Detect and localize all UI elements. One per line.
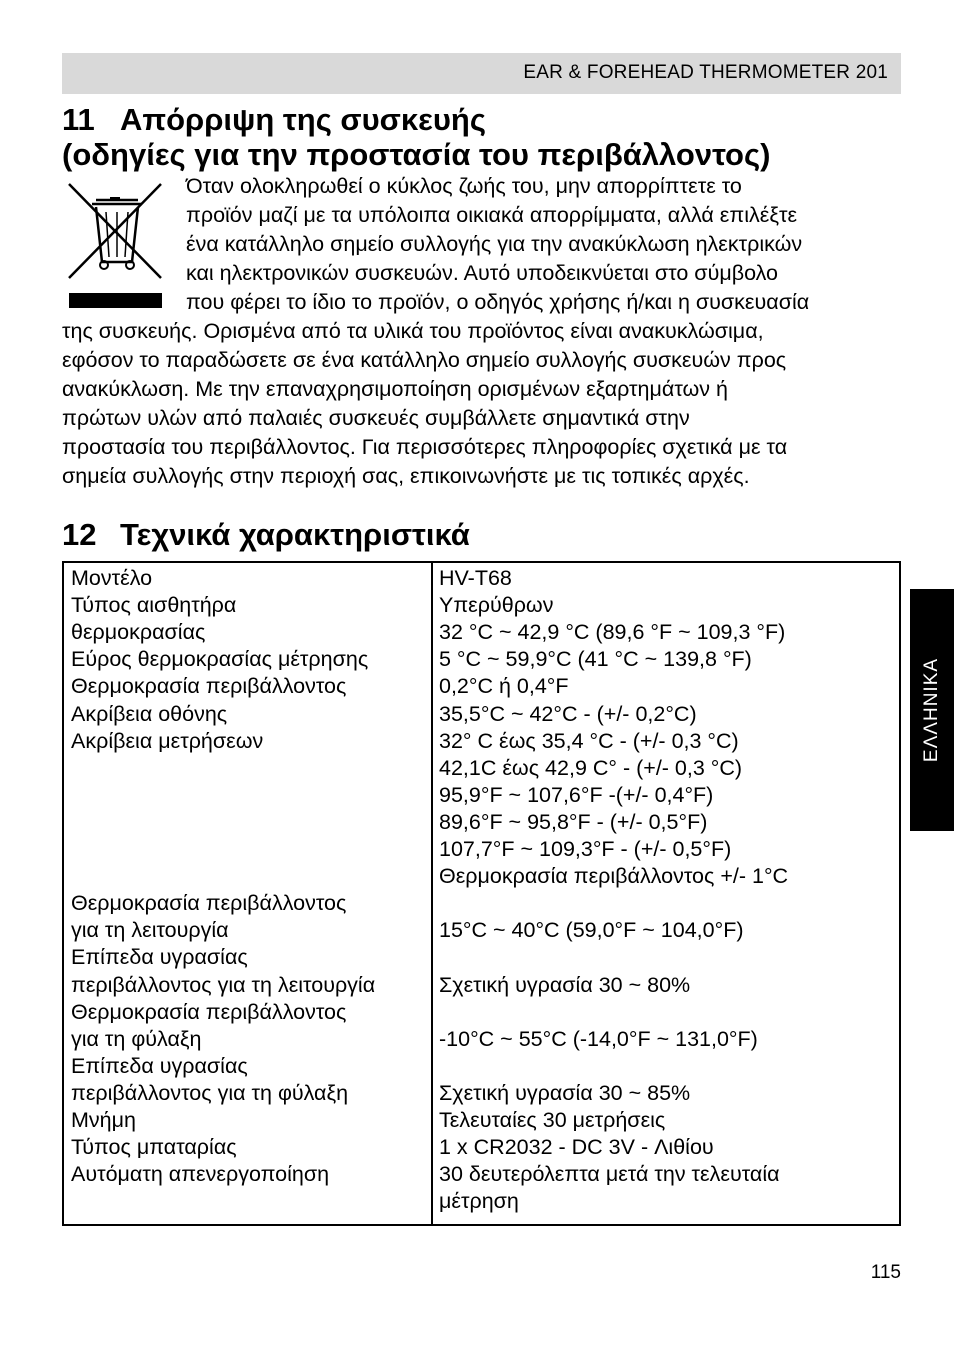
- spec-label: Θερμοκρασία περιβάλλοντος: [71, 891, 347, 916]
- spec-table: [62, 561, 901, 1226]
- section-12-number: 12: [62, 517, 97, 552]
- spec-value: HV-T68: [439, 566, 512, 590]
- spec-label: για τη φύλαξη: [71, 1026, 202, 1051]
- section-12-heading: [62, 516, 470, 553]
- spec-table-divider: [431, 563, 433, 1224]
- spec-value: Τελευταίες 30 μετρήσεις: [439, 1108, 666, 1132]
- spec-label: περιβάλλοντος για τη φύλαξη: [71, 1080, 349, 1105]
- paragraph-line: προϊόν μαζί με τα υπόλοιπα οικιακά απορρίμματα, αλλά επιλέξτε: [186, 203, 798, 227]
- spec-value: 15°C ~ 40°C (59,0°F ~ 104,0°F): [439, 918, 744, 943]
- spec-label: για τη λειτουργία: [71, 918, 229, 943]
- spec-value: Θερμοκρασία περιβάλλοντος +/- 1°C: [439, 864, 789, 889]
- spec-value: 95,9°F ~ 107,6°F -(+/- 0,4°F): [439, 782, 714, 807]
- spec-label: Τύπος μπαταρίας: [71, 1135, 237, 1160]
- spec-value: Σχετική υγρασία 30 ~ 85%: [439, 1080, 691, 1105]
- spec-label: Τύπος αισθητήρα: [71, 593, 237, 618]
- spec-label: Ακρίβεια μετρήσεων: [71, 728, 264, 753]
- spec-label: Ακρίβεια οθόνης: [71, 701, 228, 726]
- spec-value: 0,2°C ή 0,4°F: [439, 674, 569, 699]
- spec-value: 32 °C ~ 42,9 °C (89,6 °F ~ 109,3 °F): [439, 620, 786, 645]
- crossed-out-wheelie-bin-icon: [64, 180, 164, 310]
- spec-value: 107,7°F ~ 109,3°F - (+/- 0,5°F): [439, 837, 732, 861]
- language-tab: [910, 589, 954, 831]
- paragraph-line: της συσκευής. Ορισμένα από τα υλικά του προϊόντος είναι ανακυκλώσιμα,: [62, 319, 764, 343]
- spec-value: Υπερύθρων: [439, 593, 554, 618]
- spec-label: Μνήμη: [71, 1108, 136, 1132]
- spec-label: Επίπεδα υγρασίας: [71, 1053, 248, 1078]
- paragraph-line: ένα κατάλληλο σημείο συλλογής για την ανακύκλωση ηλεκτρικών: [186, 232, 803, 256]
- spec-label: Θερμοκρασία περιβάλλοντος: [71, 999, 347, 1024]
- paragraph-line: προστασία του περιβάλλοντος. Για περισσότερες πληροφορίες σχετικά με τα: [62, 435, 788, 459]
- paragraph-line: που φέρει το ίδιο το προϊόν, ο οδηγός χρήσης ή/και η συσκευασία: [186, 290, 810, 314]
- spec-label: περιβάλλοντος για τη λειτουργία: [71, 972, 376, 997]
- spec-label: Μοντέλο: [71, 566, 153, 590]
- spec-label: θερμοκρασίας: [71, 620, 206, 645]
- spec-value: Σχετική υγρασία 30 ~ 80%: [439, 972, 691, 997]
- section-11-heading-line2: (οδηγίες για την προστασία του περιβάλλοντος): [62, 137, 771, 172]
- paragraph-line: πρώτων υλών από παλαιές συσκευές συμβάλλετε σημαντικά στην: [62, 406, 690, 430]
- spec-value: 1 x CR2032 - DC 3V - Λιθίου: [439, 1135, 714, 1160]
- spec-value: 89,6°F ~ 95,8°F - (+/- 0,5°F): [439, 809, 708, 834]
- spec-value: μέτρηση: [439, 1189, 519, 1214]
- spec-value: -10°C ~ 55°C (-14,0°F ~ 131,0°F): [439, 1026, 758, 1051]
- spec-label: Εύρος θερμοκρασίας μέτρησης: [71, 647, 369, 672]
- section-11-heading: [62, 101, 486, 138]
- section-11-title-line1: Απόρριψη της συσκευής: [120, 102, 486, 137]
- header-title: EAR & FOREHEAD THERMOMETER 201: [523, 62, 888, 83]
- paragraph-line: και ηλεκτρονικών συσκευών. Αυτό υποδεικνύεται στο σύμβολο: [186, 261, 779, 285]
- spec-value: 35,5°C ~ 42°C - (+/- 0,2°C): [439, 701, 697, 726]
- spec-label: Θερμοκρασία περιβάλλοντος: [71, 674, 347, 699]
- spec-value: 42,1C έως 42,9 C° - (+/- 0,3 °C): [439, 755, 743, 780]
- header-bar: [62, 53, 901, 94]
- paragraph-line: Όταν ολοκληρωθεί ο κύκλος ζωής του, μην απορρίπτετε το: [186, 174, 742, 198]
- section-11-number: 11: [62, 102, 95, 137]
- paragraph-line: ανακύκλωση. Με την επαναχρησιμοποίηση ορισμένων εξαρτημάτων ή: [62, 377, 728, 401]
- spec-label: Αυτόματη απενεργοποίηση: [71, 1162, 330, 1187]
- paragraph-line: σημεία συλλογής στην περιοχή σας, επικοινωνήστε με τις τοπικές αρχές.: [62, 464, 750, 488]
- page-number: 115: [870, 1262, 901, 1283]
- spec-value: 32° C έως 35,4 °C - (+/- 0,3 °C): [439, 728, 739, 753]
- spec-value: 5 °C ~ 59,9°C (41 °C ~ 139,8 °F): [439, 647, 752, 672]
- spec-value: 30 δευτερόλεπτα μετά την τελευταία: [439, 1162, 780, 1187]
- spec-label: Επίπεδα υγρασίας: [71, 945, 248, 970]
- section-12-title: Τεχνικά χαρακτηριστικά: [120, 517, 470, 552]
- paragraph-line: εφόσον το παραδώσετε σε ένα κατάλληλο σημείο συλλογής συσκευών προς: [62, 348, 787, 372]
- language-tab-label: ΕΛΛΗΝΙΚΑ: [921, 657, 942, 763]
